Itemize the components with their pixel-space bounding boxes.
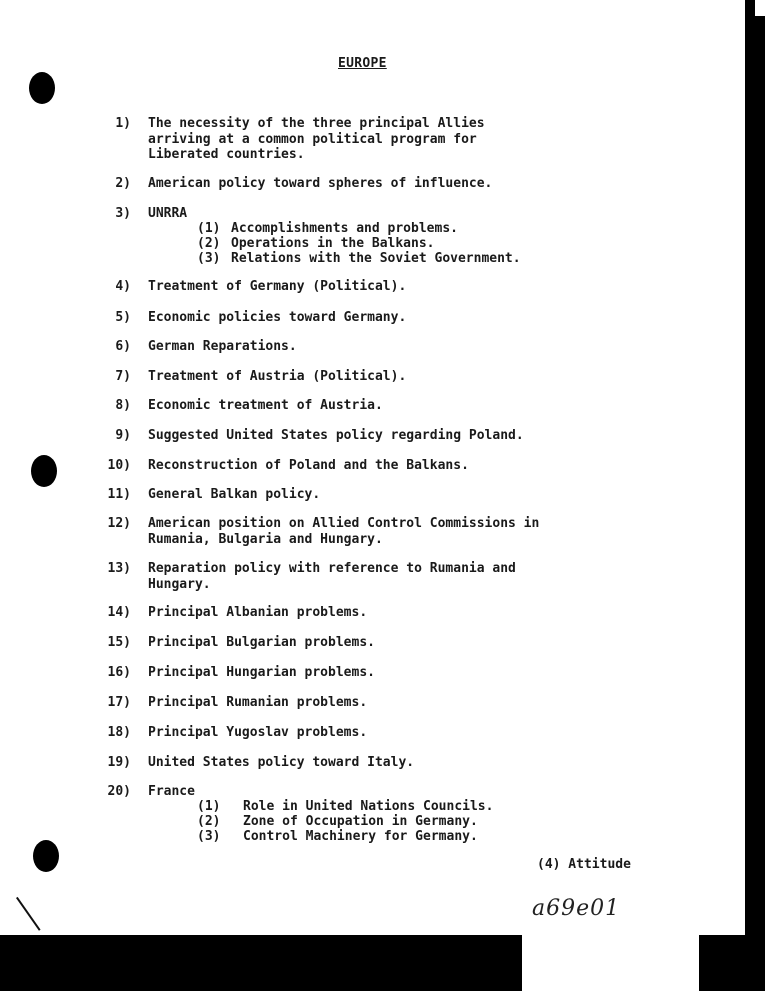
agenda-item-text: arriving at a common political program for	[148, 131, 477, 147]
agenda-subitem-number: (2)	[197, 814, 221, 829]
agenda-item-number: 14)	[107, 605, 131, 620]
continuation-text: (4) Attitude	[537, 857, 631, 872]
agenda-item-text: Hungary.	[148, 576, 211, 592]
agenda-item-number: 17)	[107, 695, 131, 710]
agenda-item-text: Principal Hungarian problems.	[148, 665, 375, 680]
agenda-item-number: 8)	[115, 398, 131, 413]
agenda-item-number: 2)	[115, 176, 131, 191]
agenda-item-text: American position on Allied Control Commissions in	[148, 516, 540, 531]
agenda-subitem-text: Operations in the Balkans.	[231, 236, 435, 251]
agenda-item-text: UNRRA	[148, 206, 188, 221]
agenda-item-text: Treatment of Germany (Political).	[148, 279, 407, 294]
pen-mark	[16, 897, 41, 931]
agenda-item-text: Treatment of Austria (Political).	[148, 369, 407, 384]
agenda-item-number: 16)	[107, 665, 131, 680]
agenda-item-text: Liberated countries.	[148, 147, 305, 162]
agenda-subitem-number: (3)	[197, 251, 221, 266]
agenda-item-text: Principal Bulgarian problems.	[148, 635, 375, 650]
agenda-item-text: Economic treatment of Austria.	[148, 398, 383, 413]
scan-edge-bottom	[0, 935, 522, 991]
agenda-item-number: 6)	[115, 339, 131, 354]
page-title: EUROPE	[338, 56, 387, 71]
agenda-item-text: German Reparations.	[148, 339, 297, 354]
agenda-item-number: 19)	[107, 755, 131, 770]
agenda-subitem-number: (3)	[197, 829, 221, 844]
agenda-item-number: 18)	[107, 725, 131, 740]
agenda-item-number: 10)	[107, 458, 131, 473]
agenda-item-number: 13)	[107, 561, 131, 576]
agenda-subitem-text: Role in United Nations Councils.	[243, 799, 494, 814]
punch-hole-top	[29, 72, 55, 104]
agenda-subitem-text: Zone of Occupation in Germany.	[243, 814, 478, 829]
agenda-item-number: 11)	[107, 487, 131, 502]
agenda-item-text: General Balkan policy.	[148, 487, 321, 502]
agenda-item-number: 9)	[115, 428, 131, 443]
agenda-item-text: American policy toward spheres of influence.	[148, 176, 493, 191]
agenda-item-text: Reparation policy with reference to Rumania and	[148, 561, 516, 576]
agenda-item-number: 4)	[115, 279, 131, 294]
agenda-item-number: 12)	[107, 516, 131, 531]
agenda-subitem-text: Control Machinery for Germany.	[243, 829, 478, 844]
scan-edge-right	[745, 0, 765, 991]
agenda-subitem-number: (1)	[197, 799, 221, 814]
agenda-item-number: 20)	[107, 784, 131, 799]
agenda-subitem-text: Relations with the Soviet Government.	[231, 251, 521, 266]
agenda-item-text: Rumania, Bulgaria and Hungary.	[148, 531, 383, 547]
agenda-item-number: 1)	[115, 116, 131, 131]
agenda-item-text: Economic policies toward Germany.	[148, 310, 407, 325]
agenda-item-text: Principal Albanian problems.	[148, 605, 368, 620]
punch-hole-bottom	[33, 840, 59, 872]
agenda-item-text: The necessity of the three principal Allies	[148, 116, 485, 131]
agenda-item-text: Principal Yugoslav problems.	[148, 725, 368, 740]
scan-edge-bottom-right	[699, 935, 765, 991]
agenda-item-number: 7)	[115, 369, 131, 384]
agenda-subitem-number: (1)	[197, 221, 221, 236]
agenda-item-number: 15)	[107, 635, 131, 650]
handwritten-code: a69e01	[532, 896, 621, 921]
agenda-item-number: 3)	[115, 206, 131, 221]
agenda-item-number: 5)	[115, 310, 131, 325]
agenda-item-text: United States policy toward Italy.	[148, 755, 415, 770]
agenda-item-text: Reconstruction of Poland and the Balkans.	[148, 458, 469, 473]
agenda-item-text: France	[148, 784, 195, 799]
agenda-item-text: Suggested United States policy regarding Poland.	[148, 428, 524, 443]
agenda-item-text: Principal Rumanian problems.	[148, 695, 368, 710]
agenda-subitem-number: (2)	[197, 236, 221, 251]
agenda-subitem-text: Accomplishments and problems.	[231, 221, 458, 236]
scan-edge-notch	[755, 0, 765, 16]
